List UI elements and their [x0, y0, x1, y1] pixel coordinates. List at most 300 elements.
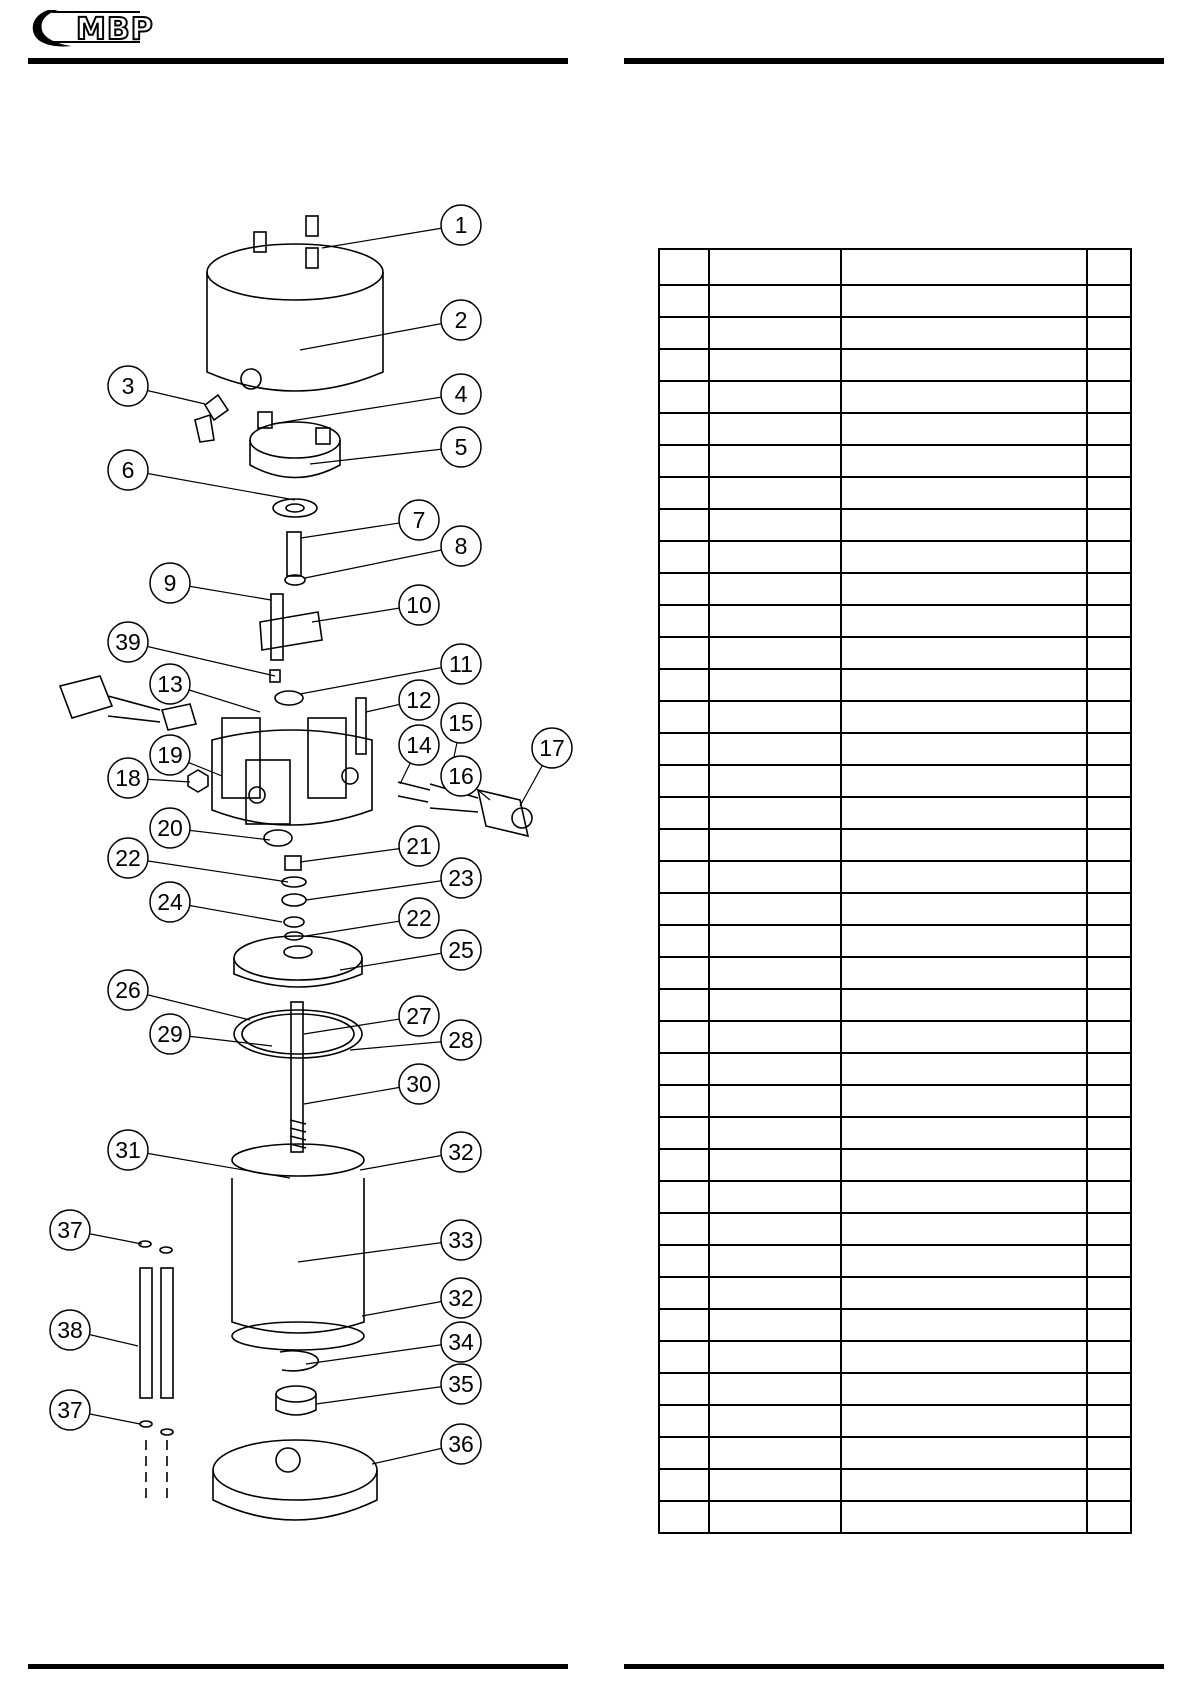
table-row — [659, 349, 1131, 381]
table-cell — [709, 317, 841, 349]
table-cell — [1087, 349, 1131, 381]
callout-38 — [50, 1310, 90, 1350]
callout-35 — [441, 1364, 481, 1404]
table-cell — [841, 797, 1087, 829]
table-cell — [841, 509, 1087, 541]
table-cell — [659, 1181, 709, 1213]
callout-4 — [441, 374, 481, 414]
table-cell — [709, 893, 841, 925]
table-row — [659, 1373, 1131, 1405]
table-cell — [1087, 1021, 1131, 1053]
callout-19 — [150, 735, 190, 775]
table-cell — [659, 1117, 709, 1149]
callout-leader-8 — [305, 546, 461, 578]
table-row — [659, 445, 1131, 477]
table-cell — [1087, 1501, 1131, 1533]
table-cell — [709, 733, 841, 765]
table-cell — [659, 1277, 709, 1309]
table-row — [659, 669, 1131, 701]
table-cell — [1087, 1213, 1131, 1245]
table-cell — [659, 605, 709, 637]
logo-text: MBP — [76, 12, 154, 47]
table-row — [659, 541, 1131, 573]
table-cell — [841, 1341, 1087, 1373]
callout-leader-2 — [300, 320, 461, 350]
callout-22 — [399, 898, 439, 938]
table-cell — [1087, 1053, 1131, 1085]
table-cell — [1087, 1149, 1131, 1181]
table-cell — [709, 637, 841, 669]
table-cell — [709, 541, 841, 573]
table-row — [659, 285, 1131, 317]
table-cell — [659, 1213, 709, 1245]
table-cell — [1087, 381, 1131, 413]
svg-text:5: 5 — [454, 434, 468, 460]
callout-6 — [108, 450, 148, 490]
table-row — [659, 1469, 1131, 1501]
callout-5 — [441, 427, 481, 467]
table-cell — [659, 1309, 709, 1341]
callout-27 — [399, 996, 439, 1036]
table-cell — [841, 317, 1087, 349]
table-row — [659, 1021, 1131, 1053]
table-cell — [841, 701, 1087, 733]
table-cell — [1087, 541, 1131, 573]
table-cell — [659, 893, 709, 925]
callout-28 — [441, 1020, 481, 1060]
table-cell — [709, 605, 841, 637]
table-cell — [659, 1053, 709, 1085]
svg-text:28: 28 — [448, 1027, 474, 1053]
table-cell — [1087, 861, 1131, 893]
table-cell — [841, 1117, 1087, 1149]
table-cell — [841, 1245, 1087, 1277]
table-cell — [659, 989, 709, 1021]
table-cell — [709, 1501, 841, 1533]
callout-1 — [441, 205, 481, 245]
svg-text:32: 32 — [448, 1285, 474, 1311]
table-cell — [841, 669, 1087, 701]
table-row — [659, 829, 1131, 861]
table-cell — [1087, 669, 1131, 701]
table-cell — [1087, 1245, 1131, 1277]
table-cell — [1087, 1469, 1131, 1501]
table-cell — [1087, 1373, 1131, 1405]
table-row — [659, 637, 1131, 669]
svg-text:3: 3 — [121, 373, 135, 399]
table-cell — [709, 1181, 841, 1213]
table-row — [659, 477, 1131, 509]
callout-leader-4 — [272, 394, 461, 424]
table-row — [659, 1117, 1131, 1149]
svg-text:30: 30 — [406, 1071, 432, 1097]
table-cell — [841, 1181, 1087, 1213]
svg-text:24: 24 — [157, 889, 183, 915]
svg-text:26: 26 — [115, 977, 141, 1003]
table-cell — [659, 733, 709, 765]
svg-text:17: 17 — [539, 735, 565, 761]
table-cell — [841, 1053, 1087, 1085]
table-cell — [841, 1149, 1087, 1181]
callout-24 — [150, 882, 190, 922]
callout-leader-6 — [128, 470, 295, 500]
table-cell — [841, 1405, 1087, 1437]
table-cell — [659, 701, 709, 733]
table-row — [659, 605, 1131, 637]
table-cell — [709, 381, 841, 413]
table-row — [659, 1501, 1131, 1533]
svg-text:27: 27 — [406, 1003, 432, 1029]
table-cell — [709, 1053, 841, 1085]
callout-14 — [399, 725, 439, 765]
callout-8 — [441, 526, 481, 566]
table-cell — [1087, 989, 1131, 1021]
callout-17 — [532, 728, 572, 768]
table-cell — [659, 317, 709, 349]
callout-34 — [441, 1322, 481, 1362]
table-cell — [1087, 925, 1131, 957]
callout-9 — [150, 563, 190, 603]
svg-text:31: 31 — [115, 1137, 141, 1163]
callout-26 — [108, 970, 148, 1010]
table-cell — [709, 1245, 841, 1277]
callout-leader-22 — [128, 858, 288, 882]
table-cell — [709, 477, 841, 509]
table-cell — [709, 1309, 841, 1341]
svg-text:2: 2 — [454, 307, 468, 333]
callout-7 — [399, 500, 439, 540]
callout-21 — [399, 826, 439, 866]
callout-3 — [108, 366, 148, 406]
callout-18 — [108, 758, 148, 798]
table-row — [659, 413, 1131, 445]
table-cell — [709, 989, 841, 1021]
table-cell — [659, 1341, 709, 1373]
table-cell — [841, 349, 1087, 381]
callout-16 — [441, 756, 481, 796]
table-cell — [841, 477, 1087, 509]
table-row — [659, 1149, 1131, 1181]
svg-text:11: 11 — [449, 651, 473, 677]
bottom-rule-right — [624, 1664, 1164, 1669]
svg-text:20: 20 — [157, 815, 183, 841]
table-row — [659, 1245, 1131, 1277]
table-cell — [1087, 1309, 1131, 1341]
callout-leader-33 — [298, 1240, 461, 1262]
table-cell — [1087, 1341, 1131, 1373]
column-header-part-no — [709, 249, 841, 285]
callout-13 — [150, 664, 190, 704]
table-row — [659, 765, 1131, 797]
table-cell — [709, 1469, 841, 1501]
table-cell — [659, 509, 709, 541]
callout-12 — [399, 680, 439, 720]
svg-text:22: 22 — [406, 905, 432, 931]
table-cell — [1087, 1277, 1131, 1309]
table-row — [659, 317, 1131, 349]
table-cell — [841, 1373, 1087, 1405]
table-cell — [841, 893, 1087, 925]
callout-32 — [441, 1278, 481, 1318]
table-cell — [1087, 893, 1131, 925]
table-cell — [709, 701, 841, 733]
svg-text:35: 35 — [448, 1371, 474, 1397]
svg-text:22: 22 — [115, 845, 141, 871]
table-cell — [659, 765, 709, 797]
table-cell — [709, 445, 841, 477]
table-cell — [841, 861, 1087, 893]
table-cell — [1087, 1405, 1131, 1437]
table-row — [659, 573, 1131, 605]
svg-text:29: 29 — [157, 1021, 183, 1047]
table-cell — [1087, 285, 1131, 317]
callout-20 — [150, 808, 190, 848]
table-cell — [709, 349, 841, 381]
table-cell — [709, 509, 841, 541]
table-cell — [841, 541, 1087, 573]
table-row — [659, 733, 1131, 765]
svg-text:36: 36 — [448, 1431, 474, 1457]
table-cell — [841, 637, 1087, 669]
svg-text:34: 34 — [448, 1329, 474, 1355]
table-cell — [659, 1149, 709, 1181]
table-cell — [1087, 413, 1131, 445]
table-cell — [709, 861, 841, 893]
table-cell — [659, 1469, 709, 1501]
table-cell — [709, 413, 841, 445]
table-cell — [659, 1085, 709, 1117]
table-cell — [709, 765, 841, 797]
table-cell — [841, 1085, 1087, 1117]
table-row — [659, 1341, 1131, 1373]
callout-11 — [441, 644, 481, 684]
table-cell — [659, 477, 709, 509]
table-row — [659, 1309, 1131, 1341]
table-cell — [709, 925, 841, 957]
table-cell — [1087, 1117, 1131, 1149]
table-cell — [1087, 605, 1131, 637]
callout-22 — [108, 838, 148, 878]
svg-text:37: 37 — [57, 1217, 83, 1243]
table-cell — [841, 1277, 1087, 1309]
table-row — [659, 1405, 1131, 1437]
callout-leader-35 — [316, 1384, 461, 1404]
table-cell — [659, 957, 709, 989]
table-cell — [841, 925, 1087, 957]
svg-text:18: 18 — [115, 765, 141, 791]
table-cell — [1087, 765, 1131, 797]
table-cell — [659, 861, 709, 893]
table-cell — [659, 1021, 709, 1053]
table-cell — [709, 1117, 841, 1149]
table-cell — [841, 285, 1087, 317]
callout-leader-39 — [128, 642, 275, 676]
callout-25 — [441, 930, 481, 970]
table-cell — [841, 829, 1087, 861]
table-row — [659, 989, 1131, 1021]
table-row — [659, 1053, 1131, 1085]
svg-text:9: 9 — [163, 570, 177, 596]
table-cell — [841, 381, 1087, 413]
svg-text:4: 4 — [454, 381, 468, 407]
table-cell — [1087, 957, 1131, 989]
callout-37 — [50, 1390, 90, 1430]
table-cell — [659, 413, 709, 445]
table-cell — [709, 1373, 841, 1405]
svg-text:16: 16 — [448, 763, 474, 789]
table-cell — [709, 669, 841, 701]
column-header-item — [659, 249, 709, 285]
svg-text:23: 23 — [448, 865, 474, 891]
callout-leader-1 — [322, 225, 461, 248]
svg-text:10: 10 — [406, 592, 432, 618]
table-cell — [841, 989, 1087, 1021]
table-cell — [1087, 1437, 1131, 1469]
table-cell — [841, 1021, 1087, 1053]
callout-leader-31 — [128, 1150, 290, 1178]
table-cell — [659, 541, 709, 573]
svg-text:37: 37 — [57, 1397, 83, 1423]
table-cell — [659, 285, 709, 317]
table-cell — [841, 1213, 1087, 1245]
table-cell — [659, 829, 709, 861]
svg-text:21: 21 — [406, 833, 432, 859]
table-cell — [659, 1373, 709, 1405]
table-row — [659, 381, 1131, 413]
callout-29 — [150, 1014, 190, 1054]
callout-leader-34 — [306, 1342, 461, 1364]
table-cell — [659, 1501, 709, 1533]
table-cell — [659, 797, 709, 829]
table-cell — [841, 957, 1087, 989]
table-cell — [709, 797, 841, 829]
table-cell — [659, 925, 709, 957]
callout-36 — [441, 1424, 481, 1464]
table-row — [659, 861, 1131, 893]
table-row — [659, 1181, 1131, 1213]
table-cell — [709, 1213, 841, 1245]
callout-39 — [108, 622, 148, 662]
table-cell — [659, 1405, 709, 1437]
table-cell — [659, 573, 709, 605]
table-cell — [1087, 509, 1131, 541]
table-cell — [1087, 445, 1131, 477]
table-cell — [659, 349, 709, 381]
callout-30 — [399, 1064, 439, 1104]
table-row — [659, 1437, 1131, 1469]
table-cell — [1087, 637, 1131, 669]
table-cell — [1087, 573, 1131, 605]
table-cell — [1087, 477, 1131, 509]
table-cell — [841, 1469, 1087, 1501]
svg-text:38: 38 — [57, 1317, 83, 1343]
callout-23 — [441, 858, 481, 898]
table-cell — [841, 413, 1087, 445]
callout-2 — [441, 300, 481, 340]
svg-text:6: 6 — [121, 457, 135, 483]
table-row — [659, 701, 1131, 733]
table-row — [659, 957, 1131, 989]
table-cell — [841, 733, 1087, 765]
table-cell — [709, 1149, 841, 1181]
table-cell — [841, 1437, 1087, 1469]
svg-text:15: 15 — [448, 710, 474, 736]
table-cell — [659, 669, 709, 701]
table-cell — [1087, 701, 1131, 733]
table-cell — [1087, 1085, 1131, 1117]
table-cell — [659, 637, 709, 669]
callout-10 — [399, 585, 439, 625]
table-cell — [841, 573, 1087, 605]
table-cell — [659, 381, 709, 413]
table-cell — [1087, 797, 1131, 829]
callout-37 — [50, 1210, 90, 1250]
table-cell — [709, 1437, 841, 1469]
table-cell — [841, 605, 1087, 637]
svg-text:33: 33 — [448, 1227, 474, 1253]
callout-leader-23 — [306, 878, 461, 900]
svg-text:1: 1 — [454, 212, 468, 238]
top-rule-right — [624, 58, 1164, 64]
svg-text:19: 19 — [157, 742, 183, 768]
svg-text:13: 13 — [157, 671, 183, 697]
table-row — [659, 797, 1131, 829]
table-cell — [659, 1245, 709, 1277]
table-cell — [1087, 829, 1131, 861]
table-header-row — [659, 249, 1131, 285]
table-cell — [709, 1341, 841, 1373]
column-header-qty — [1087, 249, 1131, 285]
table-row — [659, 893, 1131, 925]
table-cell — [709, 1277, 841, 1309]
table-cell — [709, 1085, 841, 1117]
svg-text:25: 25 — [448, 937, 474, 963]
table-cell — [1087, 733, 1131, 765]
callout-31 — [108, 1130, 148, 1170]
table-cell — [659, 1437, 709, 1469]
table-cell — [709, 285, 841, 317]
table-cell — [841, 1501, 1087, 1533]
table-row — [659, 1085, 1131, 1117]
svg-text:12: 12 — [406, 687, 432, 713]
parts-list-table — [658, 248, 1132, 1534]
callout-15 — [441, 703, 481, 743]
svg-text:32: 32 — [448, 1139, 474, 1165]
table-cell — [709, 957, 841, 989]
table-row — [659, 1277, 1131, 1309]
table-cell — [709, 1405, 841, 1437]
svg-text:8: 8 — [454, 533, 468, 559]
table-cell — [709, 573, 841, 605]
callout-33 — [441, 1220, 481, 1260]
table-cell — [709, 1021, 841, 1053]
table-cell — [841, 765, 1087, 797]
svg-text:7: 7 — [412, 507, 426, 533]
table-row — [659, 925, 1131, 957]
svg-text:14: 14 — [406, 732, 432, 758]
table-cell — [841, 1309, 1087, 1341]
table-row — [659, 509, 1131, 541]
table-cell — [841, 445, 1087, 477]
table-cell — [709, 829, 841, 861]
table-cell — [1087, 317, 1131, 349]
table-row — [659, 1213, 1131, 1245]
column-header-description — [841, 249, 1087, 285]
table-cell — [659, 445, 709, 477]
callout-32 — [441, 1132, 481, 1172]
table-cell — [1087, 1181, 1131, 1213]
svg-text:39: 39 — [115, 629, 141, 655]
